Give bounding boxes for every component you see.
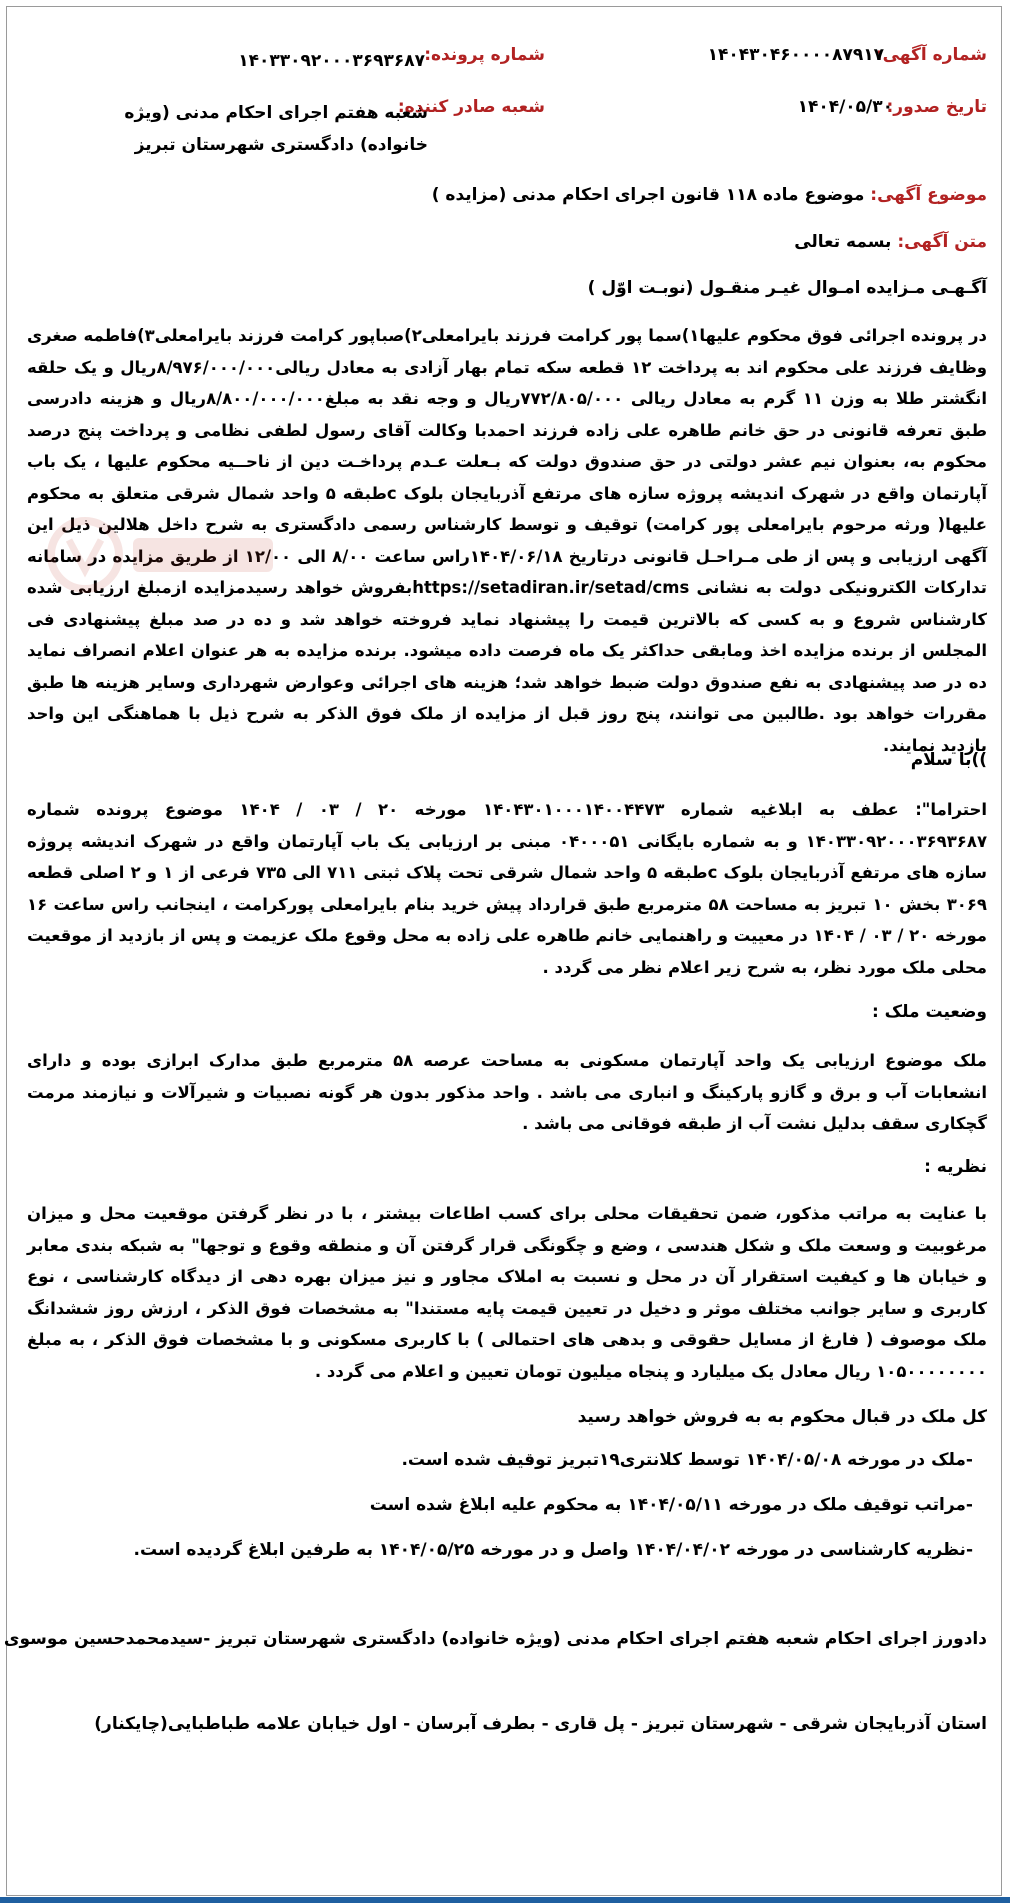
case-number-label: شماره پرونده: — [424, 45, 545, 65]
opinion-heading: نظریه : — [924, 1157, 987, 1177]
list-item: -مراتب توقیف ملک در مورخه ۱۴۰۴/۰۵/۱۱ به محکوم علیه ابلاغ شده است — [369, 1495, 973, 1515]
greeting: ))با سلام — [910, 750, 987, 770]
issue-date-label: تاریخ صدور: — [886, 97, 987, 117]
subject-row — [432, 185, 987, 205]
paragraph-status: ملک موضوع ارزیابی یک واحد آپارتمان مسکونی به مساحت عرصه ۵۸ مترمربع طبق مدارک ابرازی بوده و دارای انشعابات آب و برق و گازو پارکینگ و انباری می باشد . واحد مذکور بدون هر گونه نصبیات و شیرآلات و نیازمند مرمت گچکاری سقف بدلیل نشت آب از طبقه فوقانی می باشد . — [27, 1051, 987, 1133]
signature: دادورز اجرای احکام شعبه هفتم اجرای احکام مدنی (ویژه خانواده) دادگستری شهرستان تبریز -سیدمحمدحسین موسوی — [3, 1629, 987, 1649]
bottom-bar — [0, 1897, 1010, 1903]
branch: شعبه هفتم اجرای احکام مدنی (ویژه خانواده) دادگستری شهرستان تبریز — [124, 103, 428, 155]
ad-number-label: شماره آگهی: — [875, 45, 987, 65]
status-heading: وضعیت ملک : — [871, 1002, 987, 1022]
list-item: -ملک در مورخه ۱۴۰۴/۰۵/۰۸ توسط کلانتری۱۹تبریز توقیف شده است. — [401, 1450, 973, 1470]
sold-heading: کل ملک در قبال محکوم به به فروش خواهد رسید — [577, 1407, 987, 1427]
subject-label: موضوع آگهی: — [870, 185, 987, 205]
text-label: متن آگهی: — [897, 232, 987, 252]
address: استان آذربایجان شرقی - شهرستان تبریز - پل قاری - بطرف آبرسان - اول خیابان علامه طباطبایی(چایکنار) — [94, 1714, 987, 1734]
case-number: ۱۴۰۳۳۰۹۲۰۰۰۳۶۹۳۶۸۷ — [238, 51, 425, 71]
subject-text: موضوع ماده ۱۱۸ قانون اجرای احکام مدنی (مزایده ) — [431, 185, 865, 205]
list-item: -نظریه کارشناسی در مورخه ۱۴۰۴/۰۴/۰۲ واصل و در مورخه ۱۴۰۴/۰۵/۲۵ به طرفین ابلاغ گردیده است. — [133, 1540, 973, 1560]
text-row — [794, 232, 987, 252]
text-intro: بسمه تعالی — [794, 232, 892, 252]
ad-number: ۱۴۰۴۳۰۴۶۰۰۰۰۸۷۹۱۷ — [707, 45, 884, 65]
branch-label: شعبه صادر کننده: — [397, 97, 545, 117]
ad-page — [3, 6, 1002, 1896]
paragraph-opinion: با عنایت به مراتب مذکور، ضمن تحقیقات محلی برای کسب اطاعات بیشتر ، با در نظر گرفتن موقعیت محل و میزان مرغوبیت و وسعت ملک و شکل هندسی ، وضع و چگونگی قرار گرفتن آن و منطقه وقوع و توجها" به شبکه بندی معابر و خیابان ها و کیفیت استقرار آن در محل و نسبت به املاک مجاور و نیز میزان بهره دهی از دیدگاه کارشناسی ، نوع کاربری و سایر جوانب مختلف موثر و دخیل در تعیین قیمت پایه مستندا" به مشخصات فوق الذکر ، ارزش روز ششدانگ ملک موصوف ( فارغ از مسایل حقوقی و بدهی های احتمالی ) با کاربری مسکونی و با مشخصات فوق الذکر ، به مبلغ ۱۰۵۰۰۰۰۰۰۰۰ ریال معادل یک میلیارد و پنجاه میلیون تومان تعیین و اعلام می گردد . — [27, 1204, 987, 1381]
issue-date: ۱۴۰۴/۰۵/۳۰ — [797, 97, 893, 117]
ad-title: آگـهـی مـزایده امـوال غیـر منقـول (نوبـت اوّل ) — [587, 278, 987, 298]
paragraph-appraisal: احتراما": عطف به ابلاغیه شماره ۱۴۰۴۳۰۱۰۰۰۱۴۰۰۴۴۷۳ مورخه ۲۰ / ۰۳ / ۱۴۰۴ موضوع پرونده شماره ۱۴۰۳۳۰۹۲۰۰۰۳۶۹۳۶۸۷ و به شماره بایگانی ۰۴۰۰۰۵۱ مبنی بر ارزیابی یک باب آپارتمان واقع در شهرک اندیشه پروژه سازه های مرتفع آذربایجان بلوک cطبقه ۵ واحد شمال شرقی تحت پلاک ثبتی ۷۱۱ الی ۷۳۵ فرعی از ۱ و ۲ اصلی قطعه ۳۰۶۹ بخش ۱۰ تبریز به مساحت ۵۸ مترمربع طبق قرارداد پیش خرید بنام بایرامعلی پورکرامت ، اینجانب راس ساعت ۱۶ مورخه ۲۰ / ۰۳ / ۱۴۰۴ در معییت و راهنمایی خانم طاهره علی زاده به محل وقوع ملک عزیمت و پس از بازدید از موقعیت محلی ملک مورد نظر، به شرح زیر اعلام نظر می گردد . — [27, 800, 988, 977]
paragraph-auction: در پرونده اجرائی فوق محکوم علیها۱)سما پور کرامت فرزند بایرامعلی۲)صباپور کرامت فرزند بایرامعلی۳)فاطمه صغری وظایف فرزند علی محکوم اند به پرداخت ۱۲ قطعه سکه تمام بهار آزادی به معادل ریالی۸/۹۷۶/۰۰۰/۰۰۰ریال و یک حلقه انگشتر طلا به وزن ۱۱ گرم به معادل ریالی ۷۷۲/۸۰۵/۰۰۰ریال و وجه نقد به مبلغ۸/۸۰۰/۰۰۰/۰۰۰ریال و هزینه دادرسی طبق تعرفه قانونی در حق خانم طاهره علی زاده فرزند احمدبا وکالت آقای رسول لطفی نظامی و پرداخت پنج درصد محکوم به، بعنوان نیم عشر دولتی در حق صندوق دولت که بـعلت عـدم پرداخـت دین از ناحــیه محکوم علیها ، یک باب آپارتمان واقع در شهرک اندیشه پروژه سازه های مرتفع آذربایجان بلوک cطبقه ۵ واحد شمال شرقی متعلق به محکوم علیها( ورثه مرحوم بایرامعلی پور کرامت) توقیف و توسط کارشناس رسمی دادگستری به شرح داخل هلالین ذیل این آگهی ارزیابی و پس از طی مـراحـل قانونی درتاریخ ۱۴۰۴/۰۶/۱۸راس ساعت ۸/۰۰ الی ۱۲/۰۰ از طریق مزایده در سامانه تدارکات الکترونیکی دولت به نشانی https://setadiran.ir/setad/cmsبفروش خواهد رسیدمزایده ازمبلغ ارزیابی شده کارشناس شروع و به کسی که بالاترین قیمت را پیشنهاد نماید فروخته خواهد شد و ده در صد مبلغ پیشنهادی فی المجلس از برنده مزایده اخذ ومابقی حداکثر یک ماه فرصت داده میشود. برنده مزایده به هر عنوان اعلام انصراف نماید ده در صد پیشنهادی به نفع صندوق دولت ضبط خواهد شد؛ هزینه های اجرائی وعوارض شهرداری وسایر هزینه ها طبق مقررات خواهد بود .طالبین می توانند، پنج روز قبل از مزایده از ملک فوق الذکر به شرح ذیل با هماهنگی این واحد بازدید نمایند. — [27, 326, 988, 755]
